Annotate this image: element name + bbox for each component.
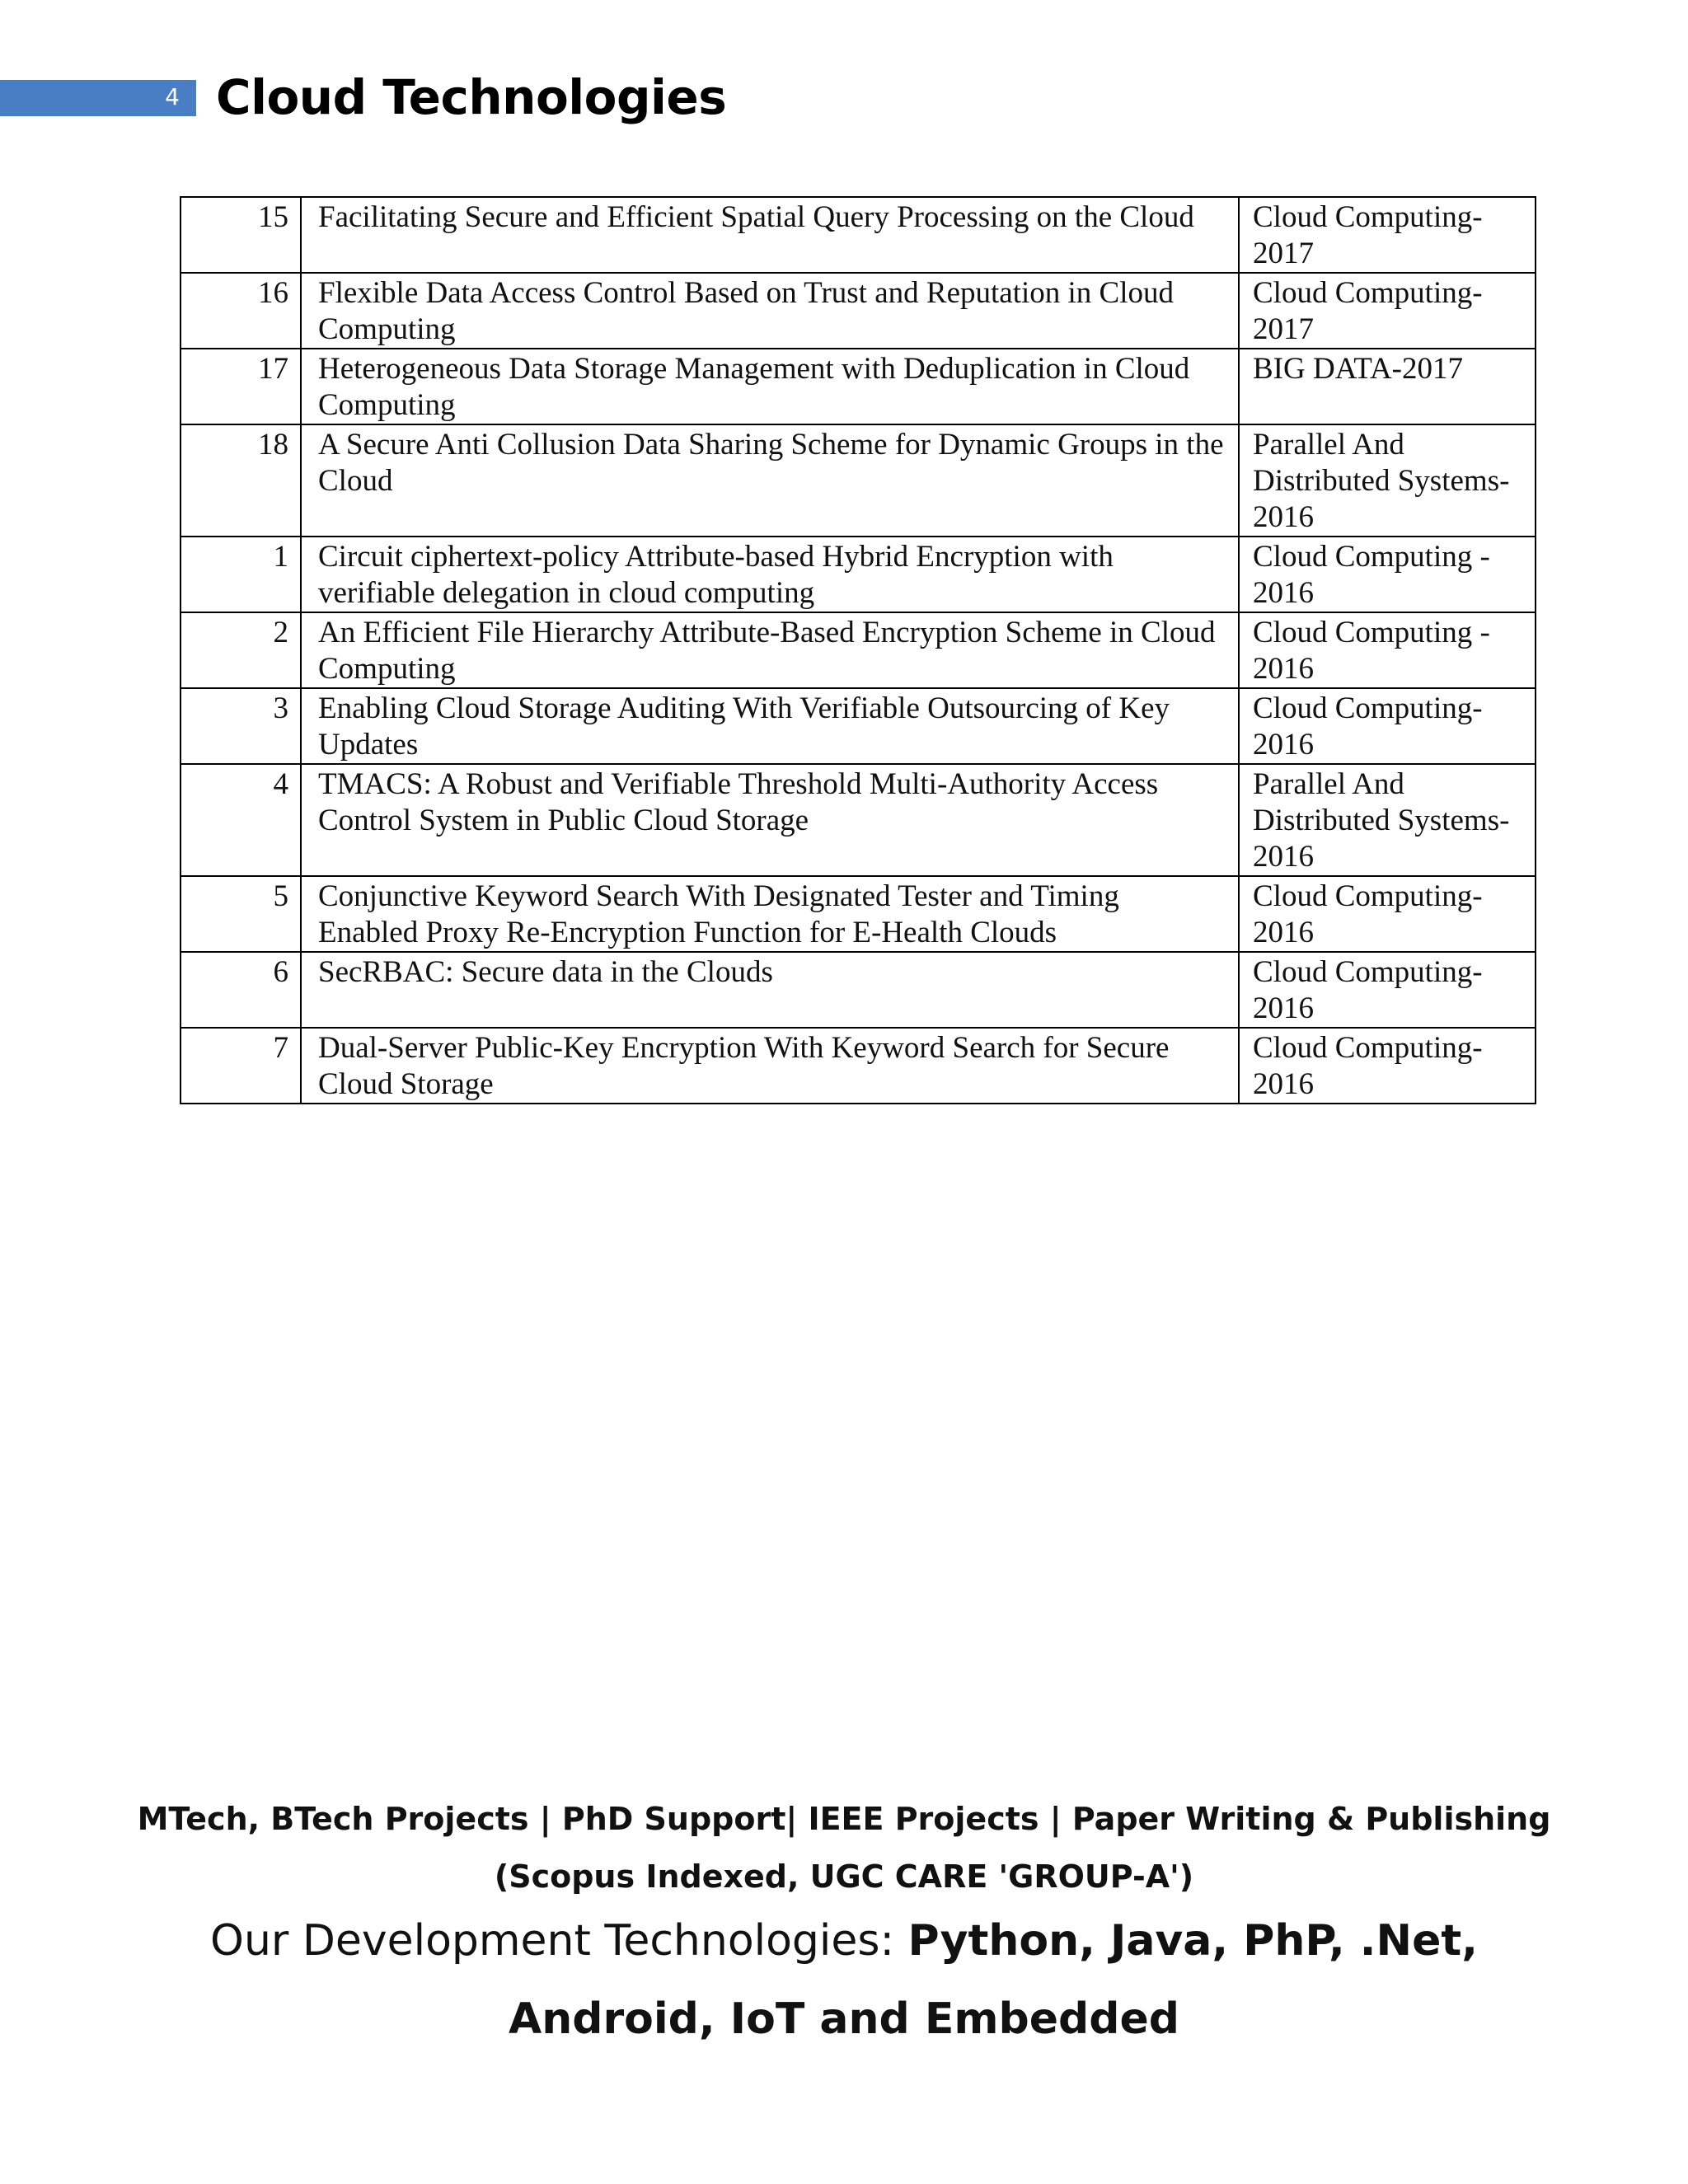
project-venue: Parallel And Distributed Systems-2016 [1239,764,1536,876]
footer-tech-list: Python, Java, PhP, .Net, [907,1916,1478,1966]
project-title: Conjunctive Keyword Search With Designated Tester and Timing Enabled Proxy Re-Encryption Function for E-Health Clouds [301,876,1239,952]
project-title: Dual-Server Public-Key Encryption With Keyword Search for Secure Cloud Storage [301,1028,1239,1104]
table-row [181,349,1536,424]
table-row [181,764,1536,876]
table-row [181,612,1536,688]
footer-indexing: (Scopus Indexed, UGC CARE 'GROUP-A') [494,1858,1194,1895]
footer-technologies [0,1916,1688,1966]
page-number: 4 [165,83,180,110]
table-row [181,424,1536,537]
table-row [181,876,1536,952]
row-number: 18 [181,424,301,537]
row-number: 3 [181,688,301,764]
table-row [181,952,1536,1028]
table-row [181,197,1536,273]
project-venue: Cloud Computing - 2016 [1239,612,1536,688]
footer-tech-list-continued: Android, IoT and Embedded [509,1994,1179,2044]
project-title: An Efficient File Hierarchy Attribute-Based Encryption Scheme in Cloud Computing [301,612,1239,688]
project-title: TMACS: A Robust and Verifiable Threshold Multi-Authority Access Control System in Public Cloud Storage [301,764,1239,876]
row-number: 1 [181,537,301,612]
project-venue: Parallel And Distributed Systems-2016 [1239,424,1536,537]
project-venue: Cloud Computing-2017 [1239,197,1536,273]
row-number: 17 [181,349,301,424]
project-title: Enabling Cloud Storage Auditing With Verifiable Outsourcing of Key Updates [301,688,1239,764]
footer-services: MTech, BTech Projects | PhD Support| IEEE Projects | Paper Writing & Publishing [137,1801,1551,1837]
row-number: 4 [181,764,301,876]
project-title: Circuit ciphertext-policy Attribute-based Hybrid Encryption with verifiable delegation in cloud computing [301,537,1239,612]
projects-table-body [181,197,1536,1104]
table-row [181,1028,1536,1104]
row-number: 16 [181,273,301,349]
project-venue: Cloud Computing-2016 [1239,1028,1536,1104]
table-row [181,273,1536,349]
row-number: 15 [181,197,301,273]
project-venue: Cloud Computing-2016 [1239,688,1536,764]
row-number: 7 [181,1028,301,1104]
project-venue: Cloud Computing-2016 [1239,952,1536,1028]
project-venue: Cloud Computing-2017 [1239,273,1536,349]
project-venue: BIG DATA-2017 [1239,349,1536,424]
row-number: 5 [181,876,301,952]
row-number: 2 [181,612,301,688]
footer-tech-prefix: Our Development Technologies: [210,1916,908,1966]
project-venue: Cloud Computing-2016 [1239,876,1536,952]
project-title: SecRBAC: Secure data in the Clouds [301,952,1239,1028]
project-title: A Secure Anti Collusion Data Sharing Scheme for Dynamic Groups in the Cloud [301,424,1239,537]
page-title: Cloud Technologies [216,69,727,125]
table-row [181,537,1536,612]
project-venue: Cloud Computing - 2016 [1239,537,1536,612]
row-number: 6 [181,952,301,1028]
project-title: Facilitating Secure and Efficient Spatial Query Processing on the Cloud [301,197,1239,273]
project-title: Heterogeneous Data Storage Management with Deduplication in Cloud Computing [301,349,1239,424]
table-row [181,688,1536,764]
header-color-bar [0,80,196,116]
projects-table [180,196,1536,1104]
project-title: Flexible Data Access Control Based on Trust and Reputation in Cloud Computing [301,273,1239,349]
